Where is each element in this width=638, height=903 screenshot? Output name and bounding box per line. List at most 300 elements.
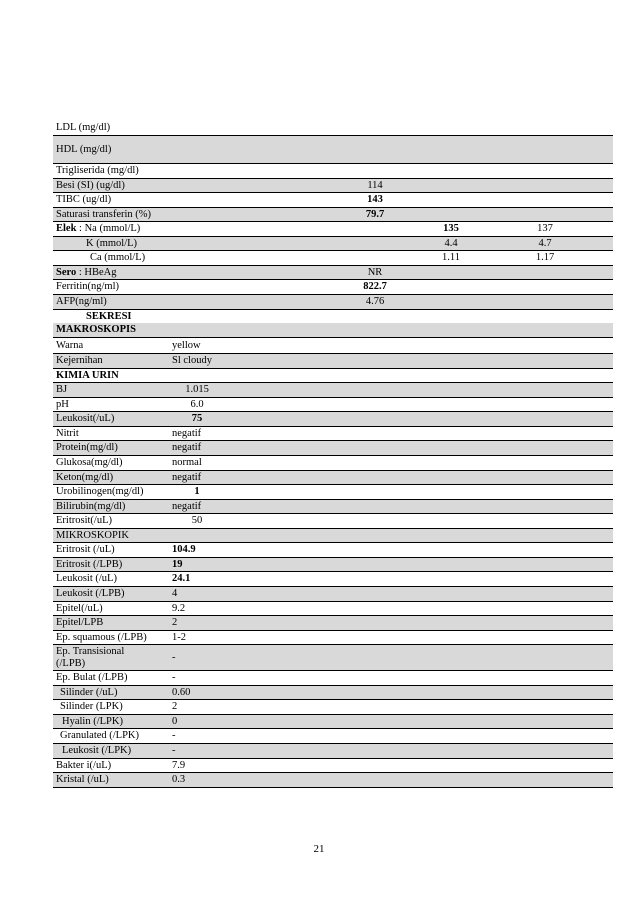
- value-col-3: [325, 729, 425, 744]
- value-col-5: [477, 616, 613, 631]
- parameter-label: Eritrosit (/uL): [56, 544, 115, 556]
- value-col-3: [325, 758, 425, 773]
- gap-col: [225, 441, 325, 456]
- value-col-1: [169, 773, 225, 788]
- value-col-1: [169, 164, 225, 179]
- value-col-1-text: -: [172, 651, 176, 663]
- value-col-1-text: -: [172, 730, 176, 742]
- value-col-3: [325, 616, 425, 631]
- gap-col: [225, 323, 325, 337]
- value-col-4: [425, 251, 477, 266]
- gap-col: [225, 485, 325, 500]
- value-col-1: [169, 758, 225, 773]
- value-col-4: [425, 164, 477, 179]
- gap-col: [225, 456, 325, 471]
- value-col-4: [425, 295, 477, 310]
- gap-col: [225, 470, 325, 485]
- value-col-5: [477, 236, 613, 251]
- value-col-5: [477, 743, 613, 758]
- parameter-label: Kristal (/uL): [56, 774, 109, 786]
- table-row: [53, 309, 613, 323]
- value-col-3: [325, 456, 425, 471]
- value-col-4: [425, 193, 477, 208]
- table-row: [53, 295, 613, 310]
- table-row: [53, 412, 613, 427]
- value-col-5: [477, 758, 613, 773]
- table-row: [53, 265, 613, 280]
- parameter-name: [53, 368, 169, 383]
- gap-col: [225, 280, 325, 295]
- parameter-label: HDL (mg/dl): [56, 143, 112, 155]
- value-col-5: [477, 485, 613, 500]
- parameter-label: Nitrit: [56, 427, 79, 439]
- value-col-3: [325, 671, 425, 686]
- value-col-1-text: 9.2: [172, 602, 186, 614]
- parameter-name: [53, 236, 169, 251]
- value-col-3: [325, 470, 425, 485]
- value-col-5: [477, 528, 613, 543]
- table-row: [53, 121, 613, 135]
- table-row: [53, 426, 613, 441]
- value-col-1: [169, 193, 225, 208]
- table-row: [53, 528, 613, 543]
- value-col-4: [425, 236, 477, 251]
- parameter-label: KIMIA URIN: [56, 369, 119, 381]
- parameter-name: [53, 207, 169, 222]
- table-row: [53, 193, 613, 208]
- table-row: [53, 383, 613, 398]
- value-col-3: [325, 236, 425, 251]
- parameter-name: [53, 265, 169, 280]
- value-col-5: [477, 135, 613, 164]
- value-col-5-text: 4.7: [538, 237, 552, 249]
- value-col-1-text: yellow: [172, 339, 201, 351]
- value-col-4: [425, 207, 477, 222]
- parameter-label: K (mmol/L): [86, 237, 138, 249]
- value-col-4: [425, 543, 477, 558]
- value-col-1-text: -: [172, 672, 176, 684]
- value-col-1-text: -: [172, 744, 176, 756]
- gap-col: [225, 616, 325, 631]
- parameter-label: Leukosit (/LPK): [62, 744, 132, 756]
- parameter-label: Leukosit (/LPB): [56, 587, 125, 599]
- parameter-name: [53, 630, 169, 645]
- value-col-4: [425, 685, 477, 700]
- parameter-name: [53, 700, 169, 715]
- gap-col: [225, 265, 325, 280]
- value-col-4-text: 4.4: [444, 237, 458, 249]
- table-row: [53, 323, 613, 337]
- parameter-name: [53, 337, 169, 354]
- value-col-3: [325, 295, 425, 310]
- parameter-label: Keton(mg/dl): [56, 471, 114, 483]
- gap-col: [225, 671, 325, 686]
- gap-col: [225, 601, 325, 616]
- value-col-1: [169, 630, 225, 645]
- value-col-5-text: 137: [537, 223, 553, 235]
- value-col-4: [425, 514, 477, 529]
- value-col-5-text: 1.17: [535, 252, 555, 264]
- value-col-4: [425, 135, 477, 164]
- value-col-3: [325, 280, 425, 295]
- parameter-name: [53, 743, 169, 758]
- value-col-1: [169, 714, 225, 729]
- value-col-4: [425, 714, 477, 729]
- table-row: [53, 337, 613, 354]
- value-col-1-text: 0: [172, 715, 178, 727]
- value-col-1: [169, 586, 225, 601]
- gap-col: [225, 368, 325, 383]
- table-row: [53, 601, 613, 616]
- value-col-3: [325, 714, 425, 729]
- value-col-4-text: 1.11: [442, 252, 460, 264]
- parameter-label: Besi (SI) (ug/dl): [56, 179, 125, 191]
- parameter-label: Hyalin (/LPK): [62, 715, 123, 727]
- parameter-label: Ep. squamous (/LPB): [56, 631, 147, 643]
- gap-col: [225, 164, 325, 179]
- value-col-1: [169, 426, 225, 441]
- value-col-5: [477, 470, 613, 485]
- value-col-3: [325, 412, 425, 427]
- parameter-name: [53, 470, 169, 485]
- gap-col: [225, 528, 325, 543]
- table-row: [53, 586, 613, 601]
- parameter-name: [53, 383, 169, 398]
- parameter-name: [53, 222, 169, 237]
- value-col-1-text: negatif: [172, 471, 202, 483]
- value-col-5: [477, 397, 613, 412]
- parameter-name: [53, 758, 169, 773]
- parameter-label: MIKROSKOPIK: [56, 529, 129, 541]
- parameter-name: [53, 178, 169, 193]
- gap-col: [225, 193, 325, 208]
- table-row: [53, 514, 613, 529]
- value-col-3: [325, 354, 425, 369]
- parameter-name: [53, 601, 169, 616]
- parameter-label: Kejernihan: [56, 355, 103, 367]
- value-col-4: [425, 700, 477, 715]
- parameter-name: [53, 485, 169, 500]
- value-col-1-text: normal: [172, 457, 202, 469]
- parameter-label: AFP(ng/ml): [56, 296, 107, 308]
- parameter-name: [53, 714, 169, 729]
- value-col-5: [477, 441, 613, 456]
- value-col-4-text: 135: [443, 223, 459, 235]
- value-col-1: [169, 557, 225, 572]
- table-row: [53, 499, 613, 514]
- gap-col: [225, 354, 325, 369]
- value-col-1-text: 2: [172, 701, 178, 713]
- value-col-1: [169, 514, 225, 529]
- value-col-1: [169, 135, 225, 164]
- parameter-name: [53, 426, 169, 441]
- value-col-1: [169, 700, 225, 715]
- value-col-3: [325, 337, 425, 354]
- value-col-3: [325, 135, 425, 164]
- gap-col: [225, 207, 325, 222]
- table-row: [53, 773, 613, 788]
- value-col-5: [477, 456, 613, 471]
- value-col-1: [169, 383, 225, 398]
- value-col-3: [325, 601, 425, 616]
- value-col-1: [169, 729, 225, 744]
- value-col-1-text: Sl cloudy: [172, 355, 212, 367]
- value-col-3: [325, 528, 425, 543]
- value-col-5: [477, 543, 613, 558]
- value-col-1: [169, 265, 225, 280]
- parameter-label: Silinder (/uL): [60, 686, 118, 698]
- gap-col: [225, 645, 325, 671]
- value-col-4: [425, 280, 477, 295]
- value-col-4: [425, 309, 477, 323]
- value-col-1-text: 2: [172, 617, 178, 629]
- value-col-1: [169, 485, 225, 500]
- parameter-label: Ferritin(ng/ml): [56, 281, 119, 293]
- value-col-3: [325, 700, 425, 715]
- parameter-name: [53, 671, 169, 686]
- parameter-label: Epitel/LPB: [56, 617, 104, 629]
- parameter-label: Bilirubin(mg/dl): [56, 500, 126, 512]
- parameter-label: Bakter i(/uL): [56, 759, 112, 771]
- value-col-1: [169, 441, 225, 456]
- parameter-label: BJ: [56, 384, 68, 396]
- parameter-label: TIBC (ug/dl): [56, 194, 112, 206]
- value-col-5: [477, 193, 613, 208]
- value-col-1: [169, 528, 225, 543]
- value-col-4: [425, 758, 477, 773]
- parameter-label: LDL (mg/dl): [56, 122, 111, 133]
- gap-col: [225, 714, 325, 729]
- value-col-4: [425, 743, 477, 758]
- value-col-1-text: 4: [172, 587, 178, 599]
- value-col-4: [425, 426, 477, 441]
- value-col-1: [169, 178, 225, 193]
- table-row: [53, 630, 613, 645]
- parameter-name: [53, 499, 169, 514]
- value-col-5: [477, 295, 613, 310]
- value-col-5: [477, 586, 613, 601]
- value-col-3-text: 143: [367, 194, 383, 206]
- value-col-5: [477, 685, 613, 700]
- value-col-3: [325, 572, 425, 587]
- value-col-1: [169, 368, 225, 383]
- parameter-label: Ep. Transisional (/LPB): [56, 646, 125, 669]
- value-col-5: [477, 514, 613, 529]
- gap-col: [225, 557, 325, 572]
- value-col-4: [425, 528, 477, 543]
- value-col-1: [169, 499, 225, 514]
- value-col-3: [325, 222, 425, 237]
- parameter-label: Leukosit (/uL): [56, 573, 117, 585]
- value-col-5: [477, 700, 613, 715]
- value-col-4: [425, 412, 477, 427]
- parameter-name: [53, 456, 169, 471]
- value-col-5: [477, 354, 613, 369]
- value-col-5: [477, 671, 613, 686]
- table-row: [53, 671, 613, 686]
- value-col-1: [169, 743, 225, 758]
- value-col-5: [477, 630, 613, 645]
- value-col-4: [425, 485, 477, 500]
- parameter-name: [53, 295, 169, 310]
- gap-col: [225, 222, 325, 237]
- value-col-3: [325, 743, 425, 758]
- value-col-3: [325, 586, 425, 601]
- gap-col: [225, 397, 325, 412]
- value-col-1: [169, 601, 225, 616]
- value-col-1-text: 7.9: [172, 759, 186, 771]
- parameter-label: Ep. Bulat (/LPB): [56, 672, 128, 684]
- parameter-label: Granulated (/LPK): [60, 730, 140, 742]
- table-row: [53, 207, 613, 222]
- value-col-4: [425, 586, 477, 601]
- gap-col: [225, 630, 325, 645]
- table-row: [53, 236, 613, 251]
- value-col-4: [425, 616, 477, 631]
- gap-col: [225, 178, 325, 193]
- parameter-label: SEKRESI: [86, 310, 132, 322]
- value-col-3: [325, 121, 425, 135]
- value-col-4: [425, 337, 477, 354]
- parameter-name: [53, 135, 169, 164]
- value-col-1: [169, 354, 225, 369]
- value-col-5: [477, 265, 613, 280]
- value-col-4: [425, 354, 477, 369]
- value-col-1: [169, 121, 225, 135]
- value-col-1: [169, 645, 225, 671]
- value-col-1: [169, 295, 225, 310]
- parameter-name: [53, 616, 169, 631]
- parameter-name: [53, 121, 169, 135]
- value-col-5: [477, 121, 613, 135]
- value-col-3: [325, 557, 425, 572]
- table-row: [53, 441, 613, 456]
- value-col-3: [325, 543, 425, 558]
- value-col-1-text: 24.1: [172, 573, 191, 585]
- parameter-name: [53, 397, 169, 412]
- value-col-3: [325, 323, 425, 337]
- value-col-1: [169, 543, 225, 558]
- value-col-4: [425, 572, 477, 587]
- value-col-4: [425, 557, 477, 572]
- value-col-4: [425, 601, 477, 616]
- value-col-4: [425, 441, 477, 456]
- table-row: [53, 758, 613, 773]
- value-col-5: [477, 309, 613, 323]
- parameter-name: [53, 773, 169, 788]
- value-col-1-text: 104.9: [172, 544, 196, 556]
- value-col-1: [169, 236, 225, 251]
- parameter-name: [53, 323, 169, 337]
- parameter-name: [53, 528, 169, 543]
- parameter-name: [53, 729, 169, 744]
- parameter-label: Eritrosit (/LPB): [56, 558, 123, 570]
- value-col-1: [169, 456, 225, 471]
- value-col-4: [425, 383, 477, 398]
- parameter-label: Trigliserida (mg/dl): [56, 165, 139, 177]
- value-col-3: [325, 164, 425, 179]
- value-col-4: [425, 368, 477, 383]
- value-col-4: [425, 397, 477, 412]
- value-col-1: [169, 470, 225, 485]
- value-col-3: [325, 514, 425, 529]
- page-number: 21: [313, 843, 325, 855]
- value-col-5: [477, 178, 613, 193]
- value-col-4: [425, 671, 477, 686]
- value-col-1-text: negatif: [172, 442, 202, 454]
- gap-col: [225, 251, 325, 266]
- table-row: [53, 251, 613, 266]
- parameter-name: [53, 685, 169, 700]
- value-col-5: [477, 412, 613, 427]
- value-col-5: [477, 323, 613, 337]
- value-col-3: [325, 265, 425, 280]
- value-col-1: [169, 280, 225, 295]
- parameter-label: pH: [56, 398, 69, 410]
- gap-col: [225, 295, 325, 310]
- value-col-3: [325, 441, 425, 456]
- parameter-name: [53, 251, 169, 266]
- table-row: [53, 714, 613, 729]
- value-col-1: [169, 337, 225, 354]
- gap-col: [225, 743, 325, 758]
- gap-col: [225, 236, 325, 251]
- value-col-4: [425, 265, 477, 280]
- value-col-5: [477, 572, 613, 587]
- value-col-5: [477, 645, 613, 671]
- table-row: [53, 397, 613, 412]
- value-col-4: [425, 470, 477, 485]
- parameter-label: Eritrosit(/uL): [56, 515, 112, 527]
- value-col-3: [325, 426, 425, 441]
- value-col-5: [477, 383, 613, 398]
- parameter-name: [53, 514, 169, 529]
- table-row: [53, 164, 613, 179]
- parameter-label: Protein(mg/dl): [56, 442, 118, 454]
- table-row: [53, 543, 613, 558]
- table-row: [53, 557, 613, 572]
- value-col-1: [169, 572, 225, 587]
- parameter-name: [53, 164, 169, 179]
- table-row: [53, 485, 613, 500]
- value-col-3: [325, 499, 425, 514]
- value-col-4: [425, 773, 477, 788]
- value-col-3-text: 79.7: [365, 208, 385, 220]
- value-col-5: [477, 222, 613, 237]
- value-col-4: [425, 645, 477, 671]
- gap-col: [225, 758, 325, 773]
- value-col-3: [325, 645, 425, 671]
- value-col-1: [169, 685, 225, 700]
- parameter-name: [53, 441, 169, 456]
- value-col-1: [169, 309, 225, 323]
- parameter-label: Ca (mmol/L): [90, 252, 146, 264]
- parameter-name: [53, 354, 169, 369]
- table-row: [53, 729, 613, 744]
- parameter-label: Warna: [56, 339, 84, 351]
- value-col-1-text: negatif: [172, 500, 202, 512]
- table-row: [53, 572, 613, 587]
- value-col-5: [477, 773, 613, 788]
- parameter-name: [53, 543, 169, 558]
- value-col-1-text: 6.0: [190, 398, 204, 410]
- value-col-5: [477, 557, 613, 572]
- value-col-3: [325, 207, 425, 222]
- value-col-4: [425, 456, 477, 471]
- value-col-3: [325, 397, 425, 412]
- parameter-label: Saturasi transferin (%): [56, 208, 152, 220]
- parameter-name: [53, 280, 169, 295]
